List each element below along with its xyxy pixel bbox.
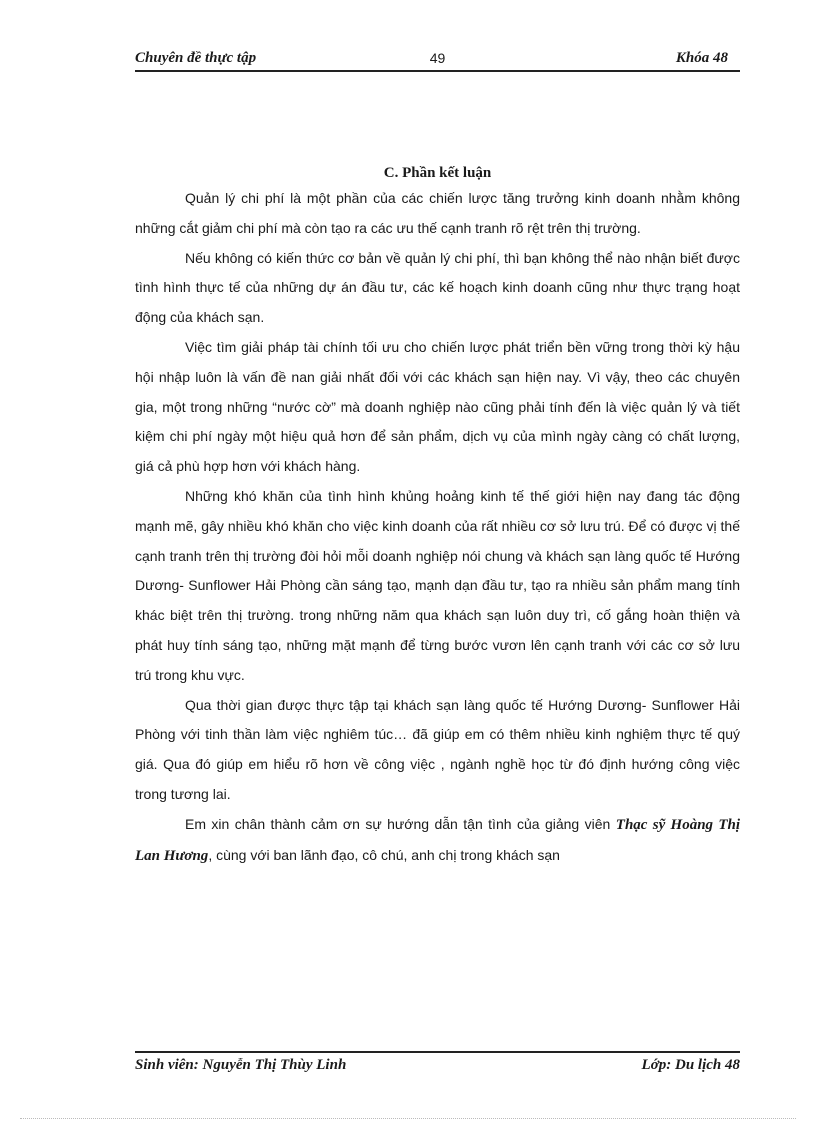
paragraph: Quản lý chi phí là một phần của các chiến lược tăng trưởng kinh doanh nhằm không những cắt giảm chi phí mà còn tạo ra các ưu thế cạnh tranh rõ rệt trên thị trường.: [135, 190, 740, 236]
supervisor-name: Thạc sỹ Hoàng Thị Lan Hương: [135, 816, 741, 864]
page-footer: [135, 1057, 740, 1077]
footer-rule: [135, 1051, 740, 1053]
acknowledgement-text-start: Em xin chân thành cảm ơn sự hướng dẫn tận tình của giảng viên: [185, 815, 616, 832]
footer-class: Lớp: Du lịch 48: [641, 1057, 740, 1073]
page-body: [135, 162, 740, 871]
paragraph: Việc tìm giải pháp tài chính tối ưu cho chiến lược phát triển bền vững trong thời kỳ hậu hội nhập luôn là vấn đề nan giải nhất đối với các khách sạn hiện nay. Vì vậy, theo các chuyên gia, một trong những “nước cờ” mà doanh nghiệp nào cũng phải tính đến là việc quản lý và tiết kiệm chi phí ngày một hiệu quả hơn để sản phẩm, dịch vụ của mình ngày càng có chất lượng, giá cả phù hợp hơn với khách hàng.: [135, 338, 740, 475]
paragraph: Qua thời gian được thực tập tại khách sạn làng quốc tế Hướng Dương- Sunflower Hải Phòng với tinh thần làm việc nghiêm túc… đã giúp em có thêm nhiều kinh nghiệm thực tế quý giá. Qua đó giúp em hiểu rõ hơn về công việc , ngành nghề học từ đó định hướng công việc trong tương lai.: [135, 696, 740, 802]
acknowledgement-text-end: , cùng với ban lãnh đạo, cô chú, anh chị trong khách sạn: [208, 846, 560, 863]
header-course: Khóa 48: [675, 50, 728, 66]
paragraph: Những khó khăn của tình hình khủng hoảng kinh tế thế giới hiện nay đang tác động mạnh mẽ, gây nhiều khó khăn cho việc kinh doanh của rất nhiều cơ sở lưu trú. Để có được vị thế cạnh tranh trên thị trường đòi hỏi mỗi doanh nghiệp nói chung và khách sạn làng quốc tế Hướng Dương- Sunflower Hải Phòng cần sáng tạo, mạnh dạn đầu tư, tạo ra nhiều sản phẩm mang tính khác biệt trên thị trường. trong những năm qua khách sạn luôn duy trì, cố gắng hoàn thiện và phát huy tính sáng tạo, những mặt mạnh để từng bước vươn lên cạnh tranh với các cơ sở lưu trú trong khu vực.: [135, 487, 740, 683]
header-document-type: Chuyên đề thực tập: [135, 50, 257, 66]
page-edge: [20, 1118, 796, 1119]
header-page-number: 49: [429, 50, 446, 66]
paragraph-acknowledgement: [135, 810, 740, 872]
paragraph: Nếu không có kiến thức cơ bản về quản lý chi phí, thì bạn không thể nào nhận biết được tình hình thực tế của những dự án đầu tư, các kế hoạch kinh doanh cũng như thực trạng hoạt động của khách sạn.: [135, 249, 740, 326]
section-title: C. Phần kết luận: [383, 165, 492, 181]
footer-student: Sinh viên: Nguyễn Thị Thùy Linh: [135, 1057, 347, 1073]
page-header: [135, 50, 740, 70]
header-rule: [135, 70, 740, 72]
